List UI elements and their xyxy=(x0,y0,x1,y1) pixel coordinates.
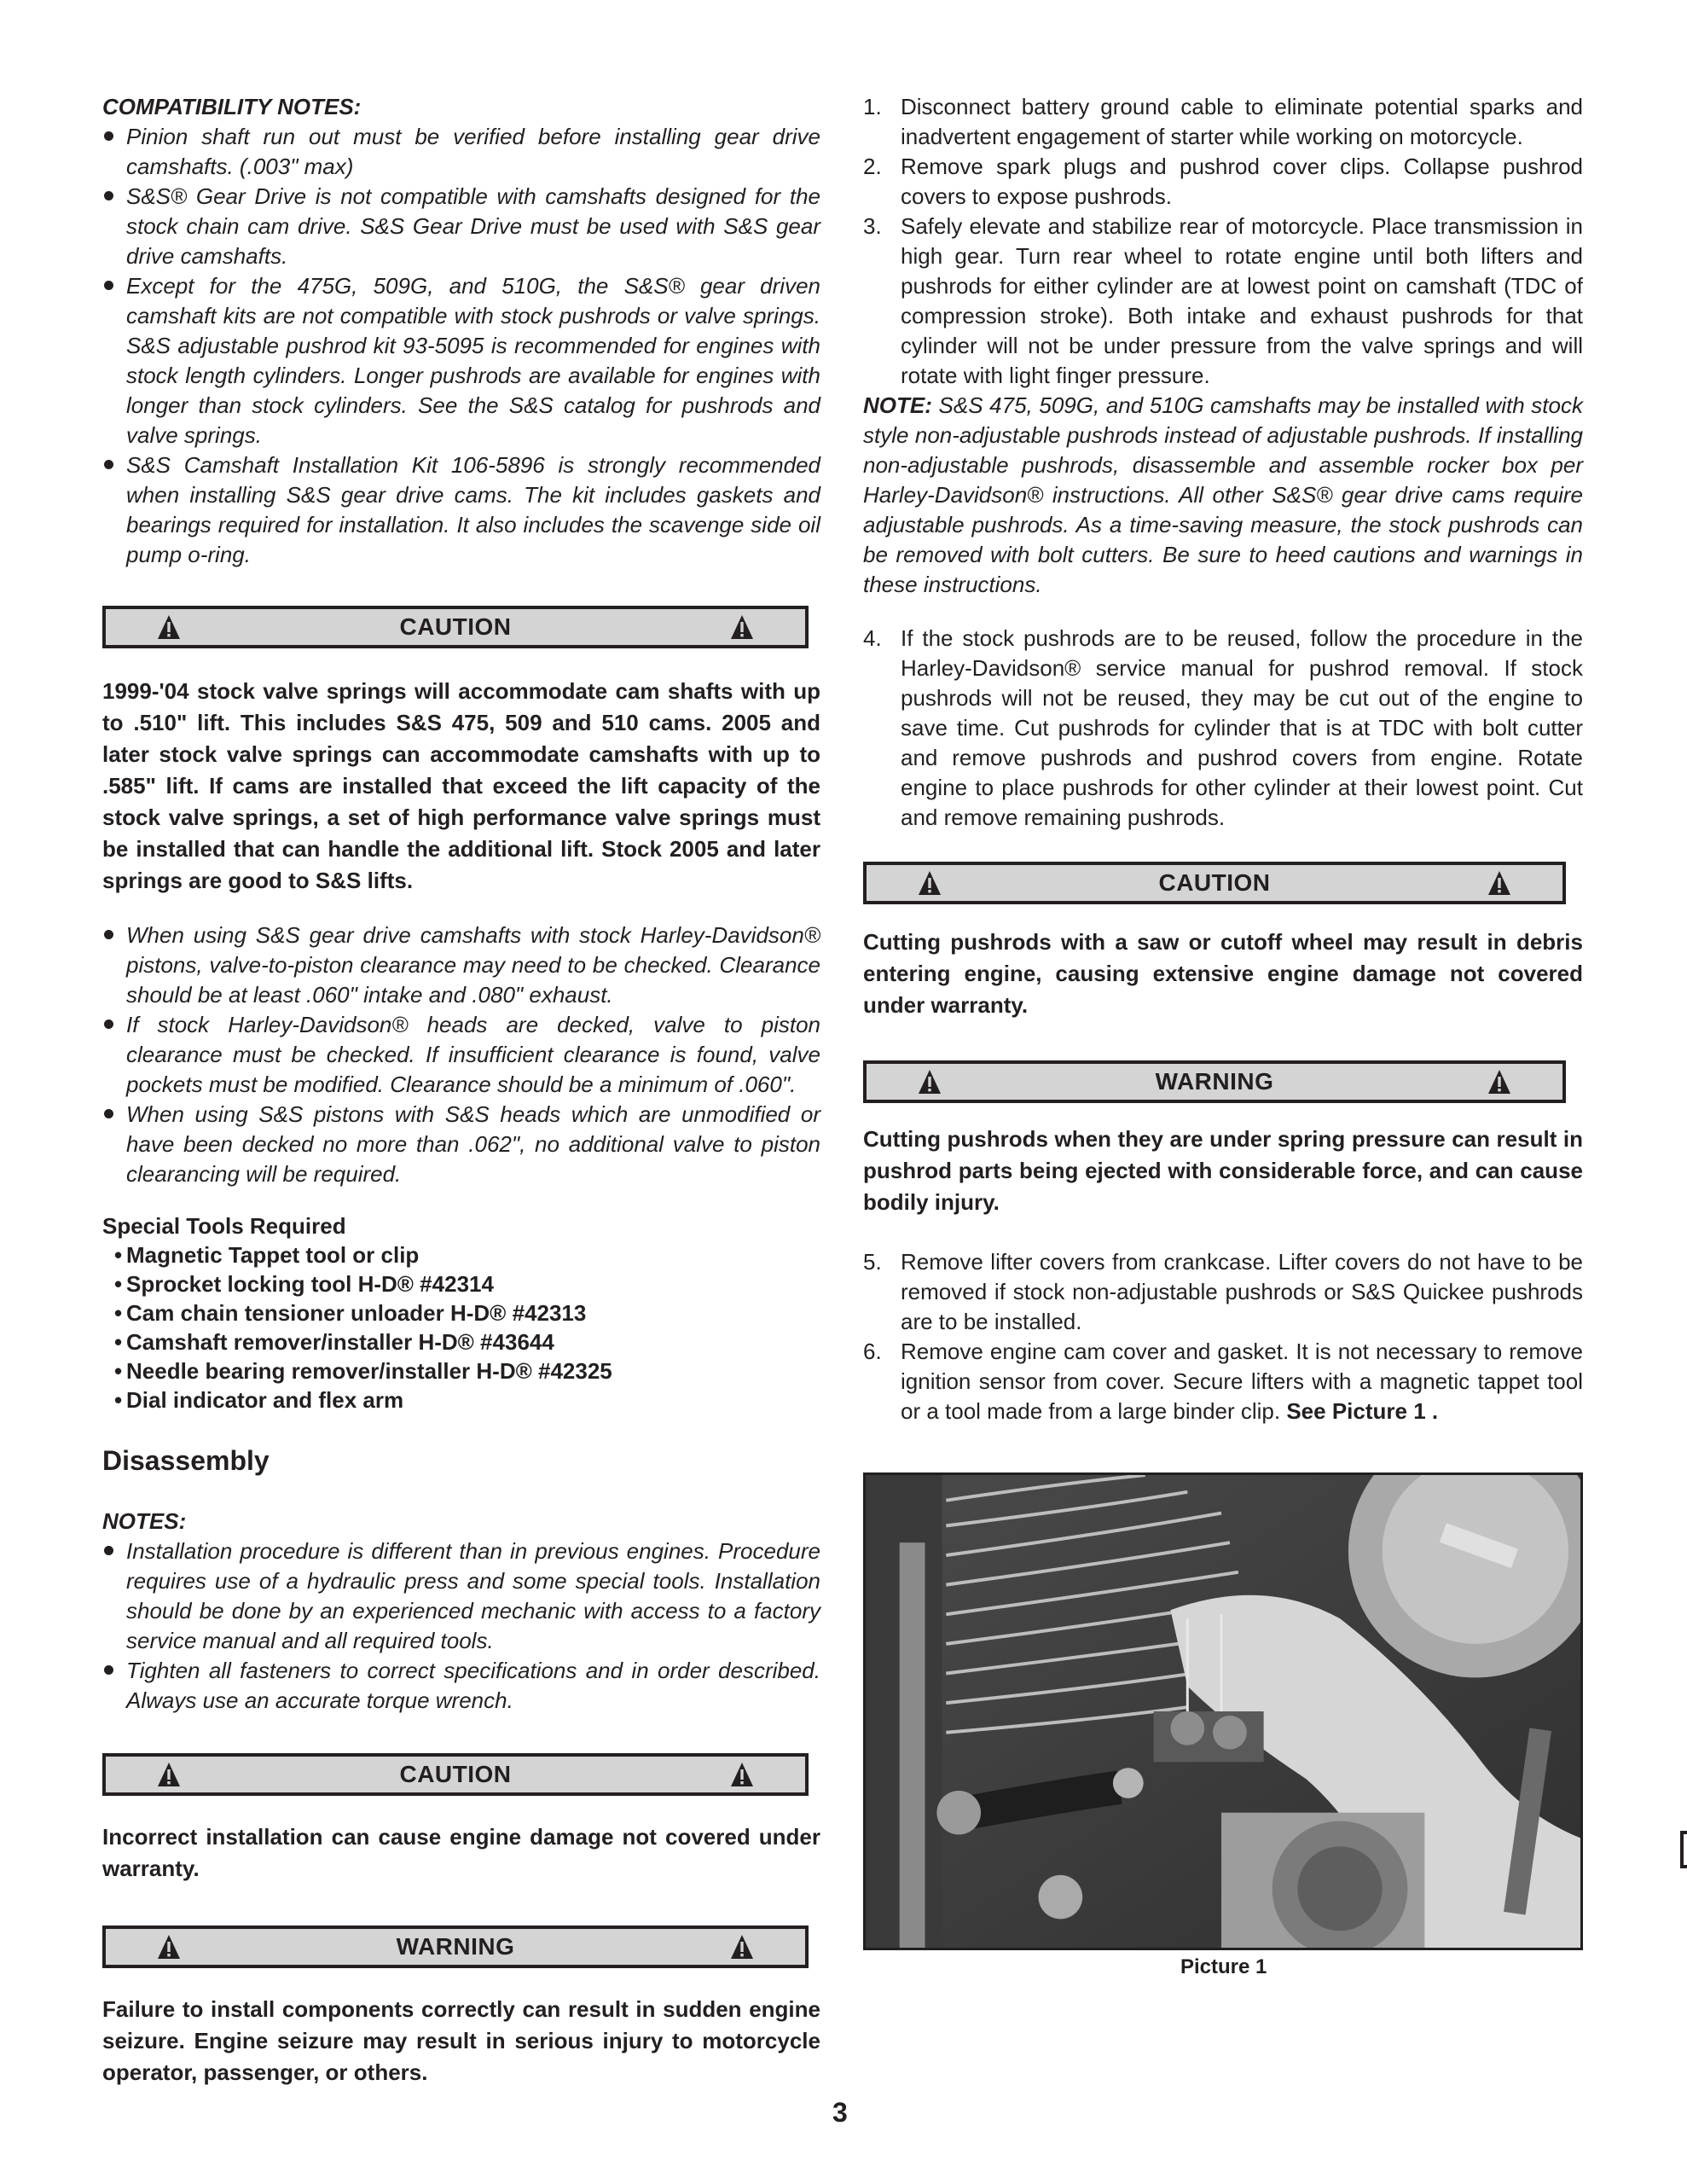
left-column xyxy=(102,92,820,2088)
list-item: • Magnetic Tappet tool or clip xyxy=(114,1242,420,1268)
step-item: 2. Remove spark plugs and pushrod cover clips. Collapse pushrod covers to expose pushrods. xyxy=(863,154,1583,209)
step-item: 4. If the stock pushrods are to be reused, follow the procedure in the Harley-Davidson® service manual for pushrod removal. If stock pushrods will not be reused, they may be cut out of the engine to save time. Cut pushrods for cylinder that is at TDC with bolt cutter and remove pushrods and pushrod covers from engine. Rotate engine to place pushrods for other cylinder at their lowest point. Cut and remove remaining pushrods. xyxy=(863,625,1583,830)
list-item: • Camshaft remover/installer H-D® #43644 xyxy=(114,1329,554,1355)
warning-triangle-icon xyxy=(918,1069,942,1095)
list-item: If stock Harley-Davidson® heads are decked, valve to piston clearance must be checked. If insufficient clearance is found, valve pockets must be modified. Clearance should be a minimum of .060". xyxy=(102,1010,820,1100)
warning-triangle-icon xyxy=(918,870,942,896)
step-item: 1. Disconnect battery ground cable to eliminate potential sparks and inadvertent engagement of starter while working on motorcycle. xyxy=(863,94,1583,149)
clearance-notes-list xyxy=(102,921,820,1189)
special-tools-list xyxy=(102,1240,820,1414)
notes-list xyxy=(102,1536,820,1716)
caution-text: 1999-'04 stock valve springs will accommodate cam shafts with up to .510" lift. This includes S&S 475, 509 and 510 cams. 2005 and later stock valve springs can accommodate camshafts with up to .585" lift. If cams are installed that exceed the lift capacity of the stock valve springs, a set of high performance valve springs must be installed that can handle the additional lift. Stock 2005 and later springs are good to S&S lifts. xyxy=(102,678,820,893)
warning-banner xyxy=(102,1926,809,1968)
disassembly-heading: Disassembly xyxy=(102,1445,270,1476)
list-item: • Dial indicator and flex arm xyxy=(114,1387,404,1413)
caution-label: CAUTION xyxy=(1158,869,1271,896)
right-column xyxy=(863,92,1583,1426)
caution-banner xyxy=(102,1753,809,1796)
warning-triangle-icon xyxy=(157,1934,181,1960)
engine-lifter-photo-icon xyxy=(866,1475,1580,1948)
engine-photo xyxy=(863,1472,1583,1950)
warning-label: WARNING xyxy=(396,1933,515,1960)
warning-banner xyxy=(863,1060,1566,1103)
warning-triangle-icon xyxy=(157,1762,181,1787)
picture-caption: Picture 1 xyxy=(1180,1955,1267,1978)
caution-text: Incorrect installation can cause engine damage not covered under warranty. xyxy=(102,1824,820,1881)
warning-triangle-icon xyxy=(730,1762,754,1787)
caution-label: CAUTION xyxy=(399,1761,512,1787)
warning-label: WARNING xyxy=(1155,1068,1274,1095)
procedure-steps-5-6 xyxy=(863,1247,1583,1426)
list-item: • Needle bearing remover/installer H-D® #42325 xyxy=(114,1358,612,1384)
notes-heading: NOTES: xyxy=(102,1508,187,1534)
list-item: Tighten all fasteners to correct specifications and in order described. Always use an accurate torque wrench. xyxy=(102,1656,820,1716)
edge-bracket-mark xyxy=(1680,1831,1687,1868)
warning-triangle-icon xyxy=(157,614,181,640)
picture-reference: See Picture 1 . xyxy=(1286,1398,1439,1424)
warning-triangle-icon xyxy=(730,1934,754,1960)
list-item: S&S Camshaft Installation Kit 106-5896 is strongly recommended when installing S&S gear drive cams. The kit includes gaskets and bearings required for installation. It also includes the scavenge side oil pump o-ring. xyxy=(102,450,820,570)
caution-label: CAUTION xyxy=(399,613,512,640)
step-item: 3. Safely elevate and stabilize rear of motorcycle. Place transmission in high gear. Turn rear wheel to rotate engine until both lifters and pushrods for either cylinder are at lowest point on camshaft (TDC of compression stroke). Both intake and exhaust pushrods for that cylinder will not be under pressure from the valve springs and will rotate with light finger pressure. xyxy=(863,213,1583,388)
list-item: • Sprocket locking tool H-D® #42314 xyxy=(114,1271,494,1297)
warning-triangle-icon xyxy=(1487,1069,1511,1095)
list-item: S&S® Gear Drive is not compatible with camshafts designed for the stock chain cam drive. S&S Gear Drive must be used with S&S gear drive camshafts. xyxy=(102,182,820,271)
caution-banner xyxy=(102,606,809,648)
compatibility-notes-heading: COMPATIBILITY NOTES: xyxy=(102,94,362,119)
list-item: Except for the 475G, 509G, and 510G, the S&S® gear driven camshaft kits are not compatible with stock pushrods or valve springs. S&S adjustable pushrod kit 93-5095 is recommended for engines with stock length cylinders. Longer pushrods are available for engines with longer than stock cylinders. See the S&S catalog for pushrods and valve springs. xyxy=(102,271,820,450)
list-item: When using S&S pistons with S&S heads which are unmodified or have been decked no more than .062", no additional valve to piston clearancing will be required. xyxy=(102,1100,820,1189)
special-tools-heading: Special Tools Required xyxy=(102,1213,346,1239)
warning-text: Failure to install components correctly can result in sudden engine seizure. Engine seizure may result in serious injury to motorcycle operator, passenger, or others. xyxy=(102,1996,820,2085)
step-item: 5. Remove lifter covers from crankcase. Lifter covers do not have to be removed if stock non-adjustable pushrods or S&S Quickee pushrods are to be installed. xyxy=(863,1249,1583,1334)
list-item: Pinion shaft run out must be verified before installing gear drive camshafts. (.003" max) xyxy=(102,122,820,182)
list-item: • Cam chain tensioner unloader H-D® #42313 xyxy=(114,1300,587,1326)
procedure-steps-1-3 xyxy=(863,92,1583,391)
warning-triangle-icon xyxy=(730,614,754,640)
pushrod-note: NOTE: S&S 475, 509G, and 510G camshafts may be installed with stock style non-adjustable pushrods instead of adjustable pushrods. If installing non-adjustable pushrods, disassemble and assemble rocker box per Harley-Davidson® instructions. All other S&S® gear drive cams require adjustable pushrods. As a time-saving measure, the stock pushrods can be removed with bolt cutters. Be sure to heed cautions and warnings in these instructions. xyxy=(863,392,1583,597)
page-number: 3 xyxy=(832,2097,848,2128)
procedure-step-4 xyxy=(863,624,1583,833)
step-item: 6. Remove engine cam cover and gasket. It is not necessary to remove ignition sensor from cover. Secure lifters with a magnetic tappet tool or a tool made from a large binder clip. See Picture 1 . xyxy=(863,1339,1583,1424)
list-item: When using S&S gear drive camshafts with stock Harley-Davidson® pistons, valve-to-piston clearance may need to be checked. Clearance should be at least .060" intake and .080" exhaust. xyxy=(102,921,820,1010)
warning-triangle-icon xyxy=(1487,870,1511,896)
caution-banner xyxy=(863,862,1566,904)
caution-text: Cutting pushrods with a saw or cutoff wheel may result in debris entering engine, causing extensive engine damage not covered under warranty. xyxy=(863,929,1583,1018)
warning-text: Cutting pushrods when they are under spring pressure can result in pushrod parts being ejected with considerable force, and can cause bodily injury. xyxy=(863,1126,1583,1215)
list-item: Installation procedure is different than in previous engines. Procedure requires use of a hydraulic press and some special tools. Installation should be done by an experienced mechanic with access to a factory service manual and all required tools. xyxy=(102,1536,820,1656)
compatibility-notes-list xyxy=(102,122,820,570)
